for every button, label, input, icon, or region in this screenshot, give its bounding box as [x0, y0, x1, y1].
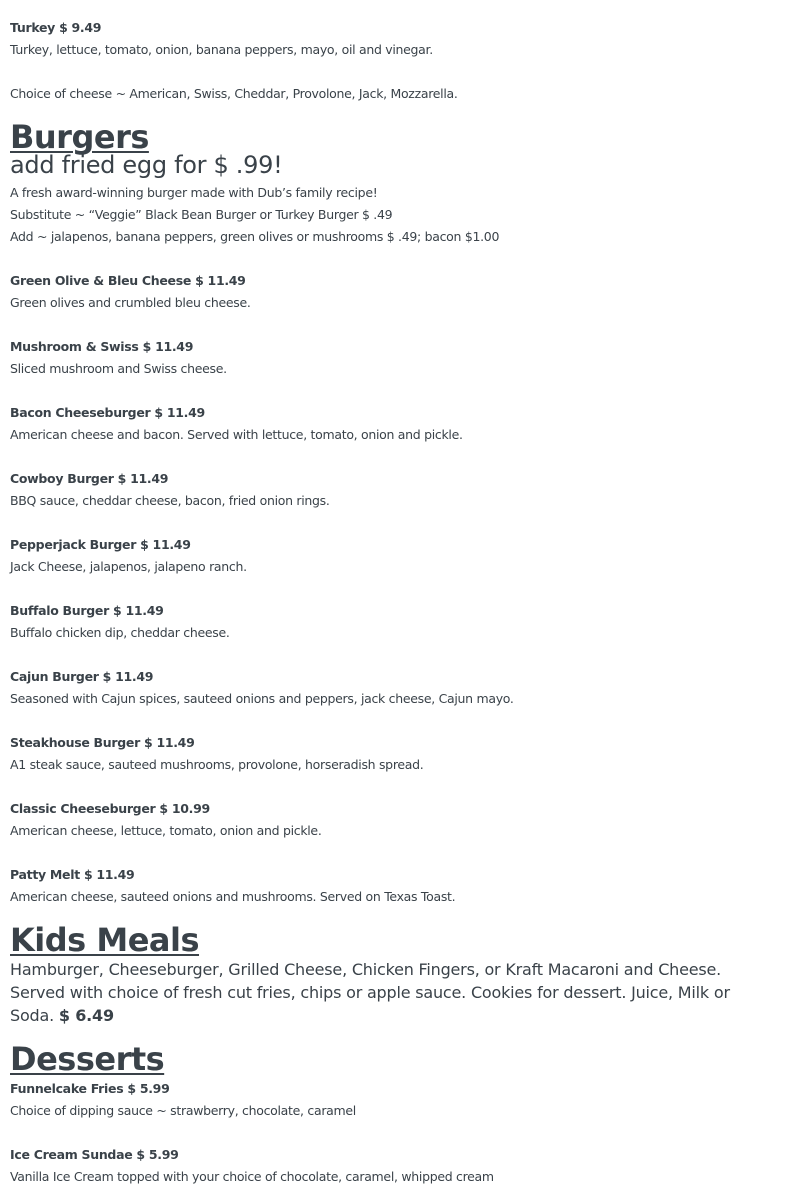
item-title: Classic Cheeseburger $ 10.99 — [10, 801, 210, 816]
item-title: Steakhouse Burger $ 11.49 — [10, 735, 195, 750]
burgers-substitute: Substitute ~ “Veggie” Black Bean Burger or Turkey Burger $ .49 — [10, 207, 393, 222]
item-title: Green Olive & Bleu Cheese $ 11.49 — [10, 273, 246, 288]
item-title: Mushroom & Swiss $ 11.49 — [10, 339, 194, 354]
burgers-addons: Add ~ jalapenos, banana peppers, green olives or mushrooms $ .49; bacon $1.00 — [10, 229, 500, 244]
item-desc: Sliced mushroom and Swiss cheese. — [10, 361, 227, 376]
cheese-choice: Choice of cheese ~ American, Swiss, Cheddar, Provolone, Jack, Mozzarella. — [10, 86, 458, 101]
item-desc: Choice of dipping sauce ~ strawberry, chocolate, caramel — [10, 1103, 356, 1118]
item-title: Cowboy Burger $ 11.49 — [10, 471, 169, 486]
item-title: Funnelcake Fries $ 5.99 — [10, 1081, 170, 1096]
item-title: Buffalo Burger $ 11.49 — [10, 603, 164, 618]
burgers-subheading: add fried egg for $ .99! — [10, 151, 283, 179]
burgers-intro: A fresh award-winning burger made with Dub’s family recipe! — [10, 185, 378, 200]
item-desc: Jack Cheese, jalapenos, jalapeno ranch. — [10, 559, 247, 574]
item-desc: American cheese, sauteed onions and mushrooms. Served on Texas Toast. — [10, 889, 456, 904]
item-desc: American cheese, lettuce, tomato, onion and pickle. — [10, 823, 322, 838]
kids-meals-price: $ 6.49 — [58, 1006, 114, 1025]
item-title: Ice Cream Sundae $ 5.99 — [10, 1147, 179, 1162]
item-title: Cajun Burger $ 11.49 — [10, 669, 154, 684]
kids-meals-description — [10, 958, 770, 1027]
kids-meals-text: Hamburger, Cheeseburger, Grilled Cheese, Chicken Fingers, or Kraft Macaroni and Cheese. Served with choice of fresh cut fries, chips or apple sauce. Cookies for dessert. Juice, Milk or Soda. — [10, 960, 730, 1025]
section-heading-burgers: Burgers — [10, 118, 149, 156]
item-title: Pepperjack Burger $ 11.49 — [10, 537, 191, 552]
section-heading-desserts: Desserts — [10, 1040, 165, 1078]
item-title: Patty Melt $ 11.49 — [10, 867, 135, 882]
item-desc: American cheese and bacon. Served with lettuce, tomato, onion and pickle. — [10, 427, 463, 442]
item-desc-turkey: Turkey, lettuce, tomato, onion, banana peppers, mayo, oil and vinegar. — [10, 42, 433, 57]
section-heading-kids: Kids Meals — [10, 921, 200, 959]
item-title-turkey: Turkey $ 9.49 — [10, 20, 102, 35]
item-desc: Seasoned with Cajun spices, sauteed onions and peppers, jack cheese, Cajun mayo. — [10, 691, 514, 706]
item-desc: Green olives and crumbled bleu cheese. — [10, 295, 251, 310]
item-desc: Vanilla Ice Cream topped with your choice of chocolate, caramel, whipped cream — [10, 1169, 494, 1184]
item-desc: A1 steak sauce, sauteed mushrooms, provolone, horseradish spread. — [10, 757, 424, 772]
item-desc: BBQ sauce, cheddar cheese, bacon, fried onion rings. — [10, 493, 330, 508]
item-desc: Buffalo chicken dip, cheddar cheese. — [10, 625, 230, 640]
item-title: Bacon Cheeseburger $ 11.49 — [10, 405, 205, 420]
